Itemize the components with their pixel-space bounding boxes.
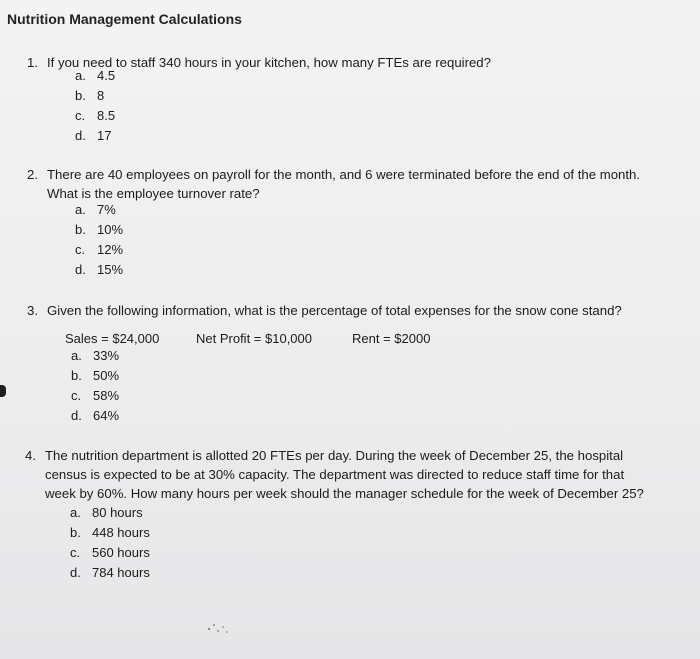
question-number: 2. (27, 167, 38, 182)
given-sales: Sales = $24,000 (65, 331, 160, 346)
question-text: If you need to staff 340 hours in your kitchen, how many FTEs are required? (47, 55, 491, 70)
option-c: c. 8.5 (75, 108, 116, 123)
option-b: b. 448 hours (70, 525, 150, 540)
option-d: d. 784 hours (70, 565, 150, 580)
question-number: 1. (27, 55, 38, 70)
option-a: a. 33% (71, 348, 120, 363)
option-b: b. 50% (71, 368, 120, 383)
question-text: What is the employee turnover rate? (47, 186, 260, 201)
question-text: The nutrition department is allotted 20 FTEs per day. During the week of December 25, the hospital (45, 448, 624, 463)
option-c: c. 12% (75, 242, 124, 257)
page-title: Nutrition Management Calculations (7, 11, 242, 27)
edge-shadow (0, 385, 6, 397)
option-d: d. 15% (75, 262, 124, 277)
question-number: 4. (25, 448, 36, 463)
question-text: census is expected to be at 30% capacity. The department was directed to reduce staff time for that (45, 467, 625, 482)
given-net-profit: Net Profit = $10,000 (196, 331, 312, 346)
option-b: b. 8 (75, 88, 105, 103)
paper-speck-mark (205, 620, 231, 638)
given-rent: Rent = $2000 (352, 331, 431, 346)
question-text: There are 40 employees on payroll for the month, and 6 were terminated before the end of the month. (47, 167, 641, 182)
option-a: a. 4.5 (75, 68, 116, 83)
option-b: b. 10% (75, 222, 124, 237)
question-text: week by 60%. How many hours per week should the manager schedule for the week of December 25? (45, 486, 644, 501)
option-d: d. 17 (75, 128, 112, 143)
question-text: Given the following information, what is the percentage of total expenses for the snow cone stand? (47, 303, 622, 318)
option-a: a. 7% (75, 202, 116, 217)
question-number: 3. (27, 303, 38, 318)
option-c: c. 560 hours (70, 545, 150, 560)
option-d: d. 64% (71, 408, 120, 423)
option-c: c. 58% (71, 388, 120, 403)
option-a: a. 80 hours (70, 505, 143, 520)
